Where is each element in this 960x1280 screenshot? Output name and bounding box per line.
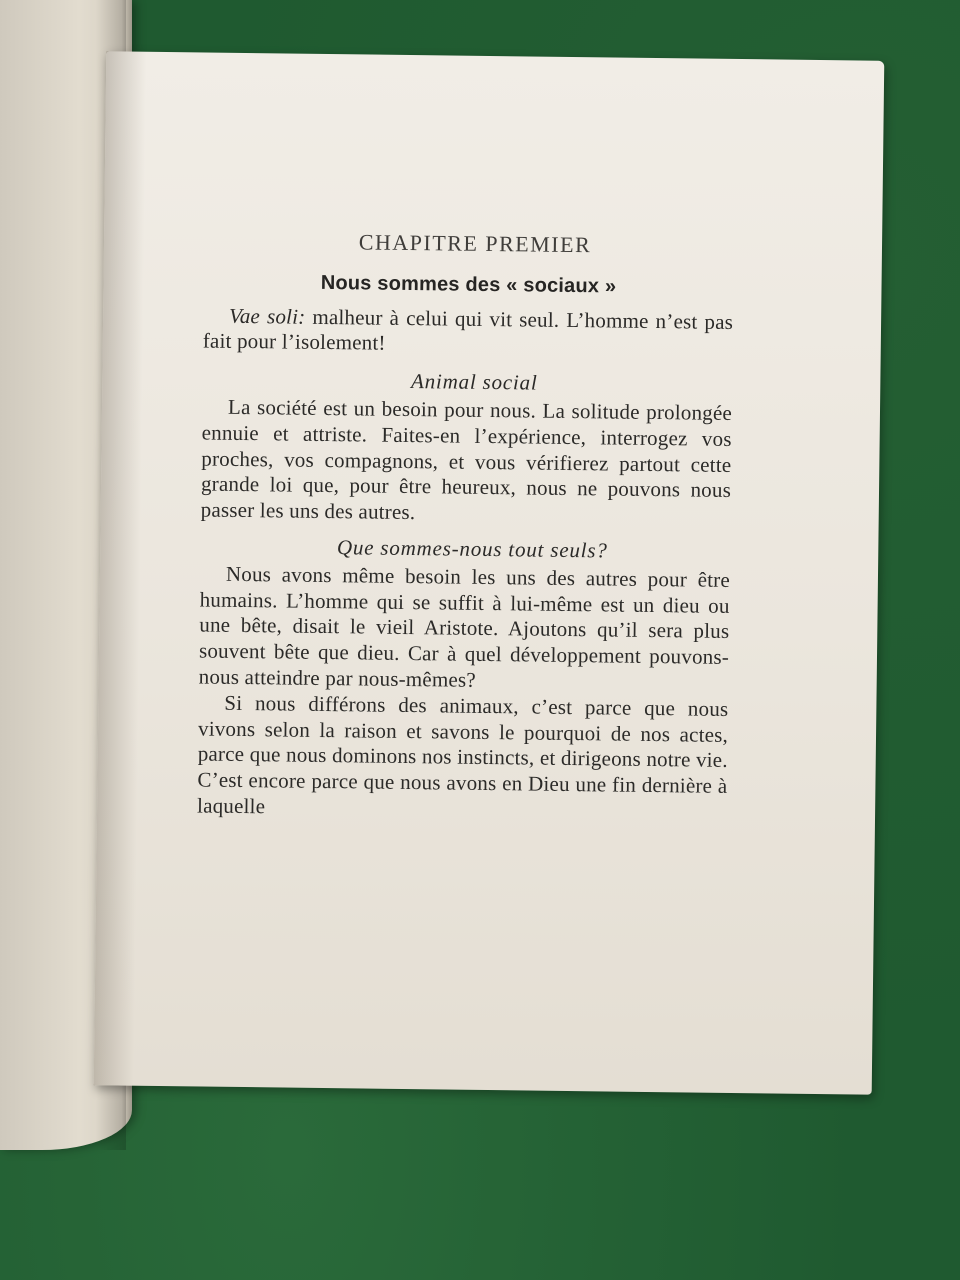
intro-paragraph bbox=[203, 303, 734, 361]
section-paragraph: Nous avons même besoin les uns des autres pour être humains. L’homme qui se suffit à lui-même est un dieu ou une bête, disait le vieil Aristote. Ajoutons qu’il sera plus souvent bête que dieu. Car à quel développement pouvons-nous atteindre par nous-mêmes? bbox=[198, 561, 731, 692]
intro-text: malheur à celui qui vit seul. L’homme n’est pas fait pour l’isolement! bbox=[202, 304, 734, 356]
section-heading: Animal social bbox=[410, 369, 538, 395]
chapter-title: Nous sommes des « sociaux » bbox=[320, 271, 617, 298]
intro-italic-lead: Vae soli: bbox=[228, 303, 306, 329]
book-page bbox=[94, 51, 885, 1094]
section-paragraph: La société est un besoin pour nous. La solitude prolongée ennuie et attriste. Faites-en l’expérience, interrogez vos proches, vos compagnons, et vous vérifierez partout cette grande loi que, pour être heureux, nous ne pouvons nous passer les uns des autres. bbox=[200, 394, 733, 525]
section-paragraph: Si nous différons des animaux, c’est parce que nous vivons selon la raison et savons le pourquoi de nos actes, parce que nous dominons nos instincts, et dirigeons notre vie. C’est encore parce que nous avons en Dieu une fin dernière à laquelle bbox=[196, 690, 729, 819]
section-heading: Que sommes-nous tout seuls? bbox=[336, 535, 608, 563]
chapter-label: CHAPITRE PREMIER bbox=[358, 229, 592, 258]
page-text bbox=[197, 227, 734, 825]
